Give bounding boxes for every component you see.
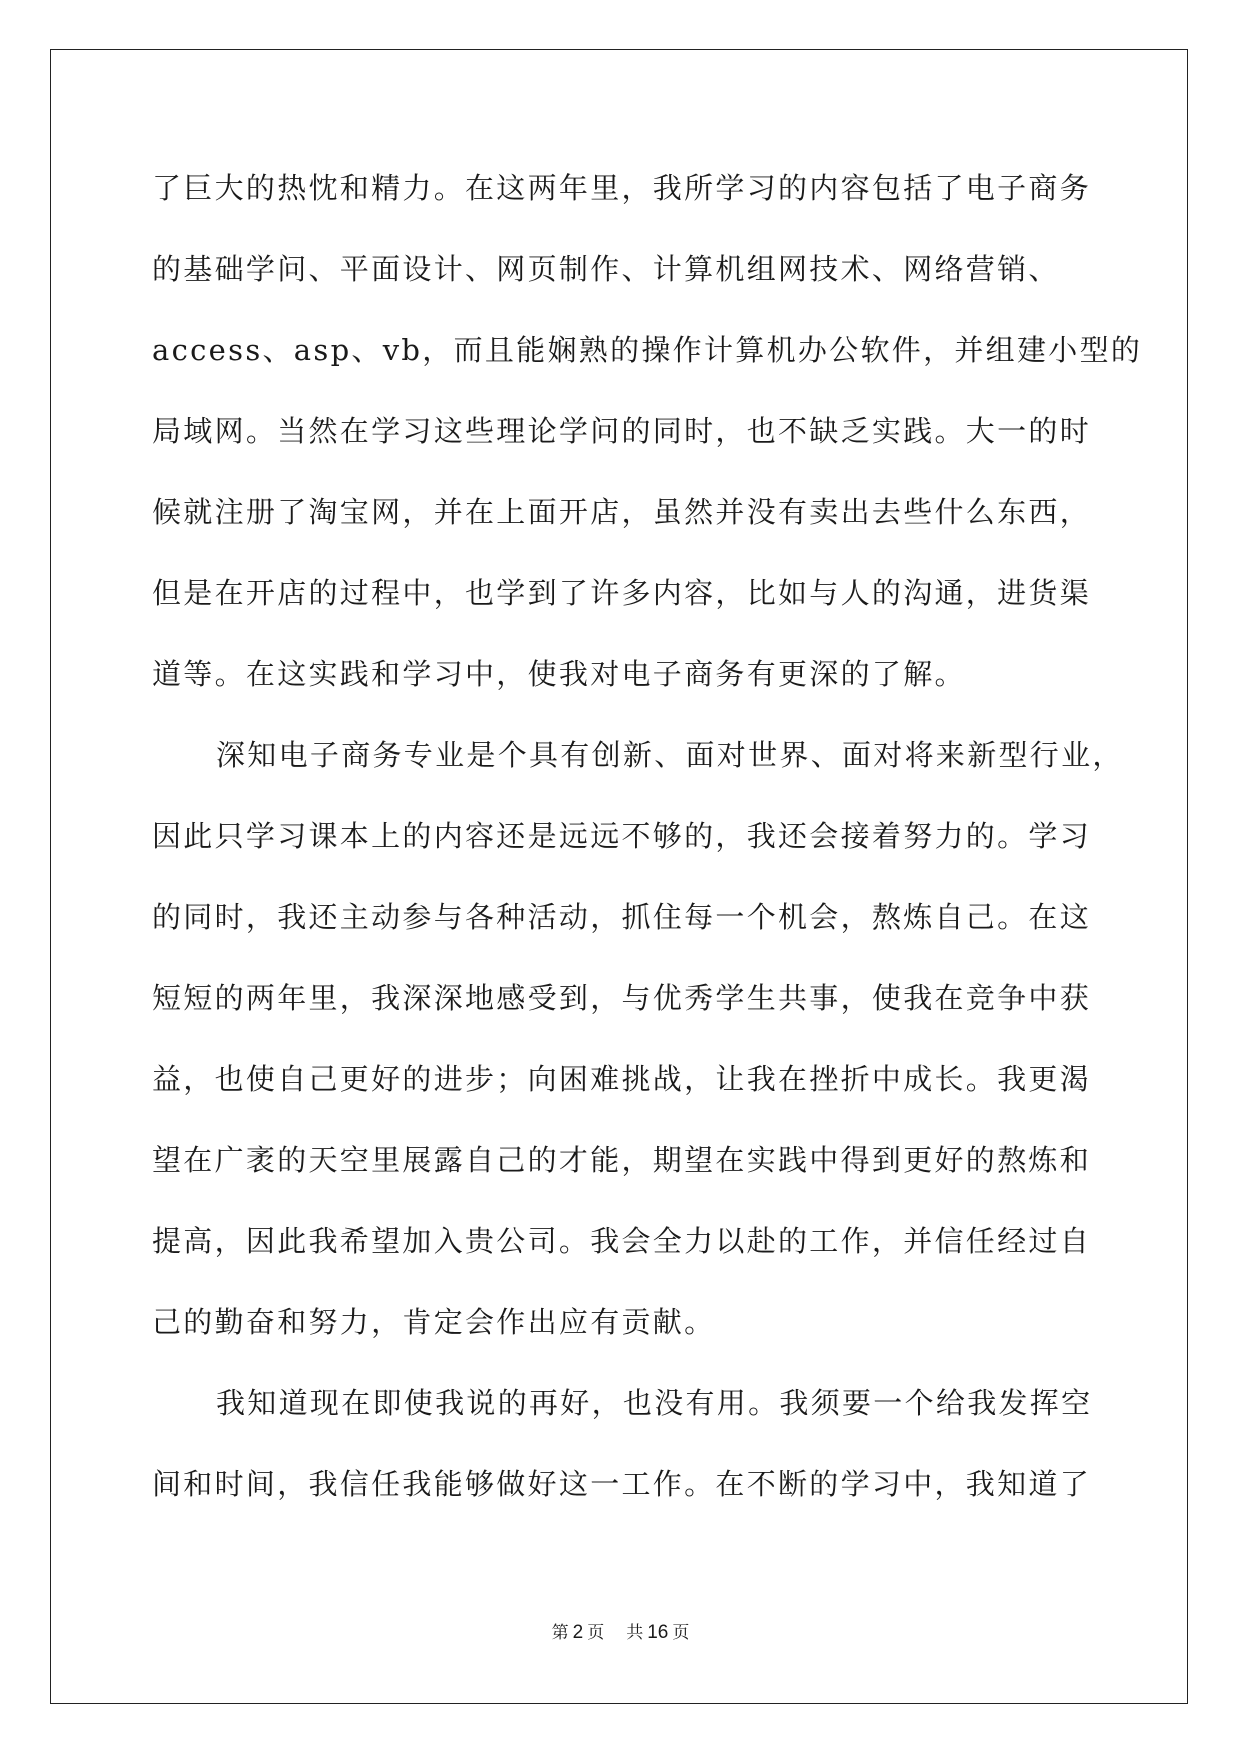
text-line: 短短的两年里，我深深地感受到，与优秀学生共事，使我在竞争中获 xyxy=(152,981,1092,1015)
text-line: 的基础学问、平面设计、网页制作、计算机组网技术、网络营销、 xyxy=(152,252,1060,286)
total-pages: 16 xyxy=(647,1622,669,1643)
text-line: 了巨大的热忱和精力。在这两年里，我所学习的内容包括了电子商务 xyxy=(152,171,1092,205)
text-line: 提高，因此我希望加入贵公司。我会全力以赴的工作，并信任经过自 xyxy=(152,1224,1092,1258)
text-line: 益，也使自己更好的进步；向困难挑战，让我在挫折中成长。我更渴 xyxy=(152,1062,1092,1096)
text-line: 望在广袤的天空里展露自己的才能，期望在实践中得到更好的熬炼和 xyxy=(152,1143,1092,1177)
text-line: 候就注册了淘宝网，并在上面开店，虽然并没有卖出去些什么东西， xyxy=(152,495,1092,529)
text-line: 局域网。当然在学习这些理论学问的同时，也不缺乏实践。大一的时 xyxy=(152,414,1092,448)
total-prefix: 共 xyxy=(626,1623,644,1643)
paragraph-start-line: 深知电子商务专业是个具有创新、面对世界、面对将来新型行业， xyxy=(216,738,1124,772)
text-line: 因此只学习课本上的内容还是远远不够的，我还会接着努力的。学习 xyxy=(152,819,1092,853)
text-line: access、asp、vb，而且能娴熟的操作计算机办公软件，并组建小型的 xyxy=(152,333,1143,367)
document-body xyxy=(152,162,1143,1539)
text-line: 的同时，我还主动参与各种活动，抓住每一个机会，熬炼自己。在这 xyxy=(152,900,1092,934)
text-line: 但是在开店的过程中，也学到了许多内容，比如与人的沟通，进货渠 xyxy=(152,576,1092,610)
text-line: 间和时间，我信任我能够做好这一工作。在不断的学习中，我知道了 xyxy=(152,1467,1092,1501)
paragraph-start-line: 我知道现在即使我说的再好，也没有用。我须要一个给我发挥空 xyxy=(216,1386,1093,1420)
text-line: 己的勤奋和努力，肯定会作出应有贡献。 xyxy=(152,1305,716,1339)
total-suffix: 页 xyxy=(672,1623,690,1643)
page-prefix: 第 xyxy=(551,1623,569,1643)
page-footer xyxy=(0,1618,1241,1644)
page-number: 2 xyxy=(572,1622,584,1643)
text-line: 道等。在这实践和学习中，使我对电子商务有更深的了解。 xyxy=(152,657,966,691)
page-suffix: 页 xyxy=(587,1623,605,1643)
